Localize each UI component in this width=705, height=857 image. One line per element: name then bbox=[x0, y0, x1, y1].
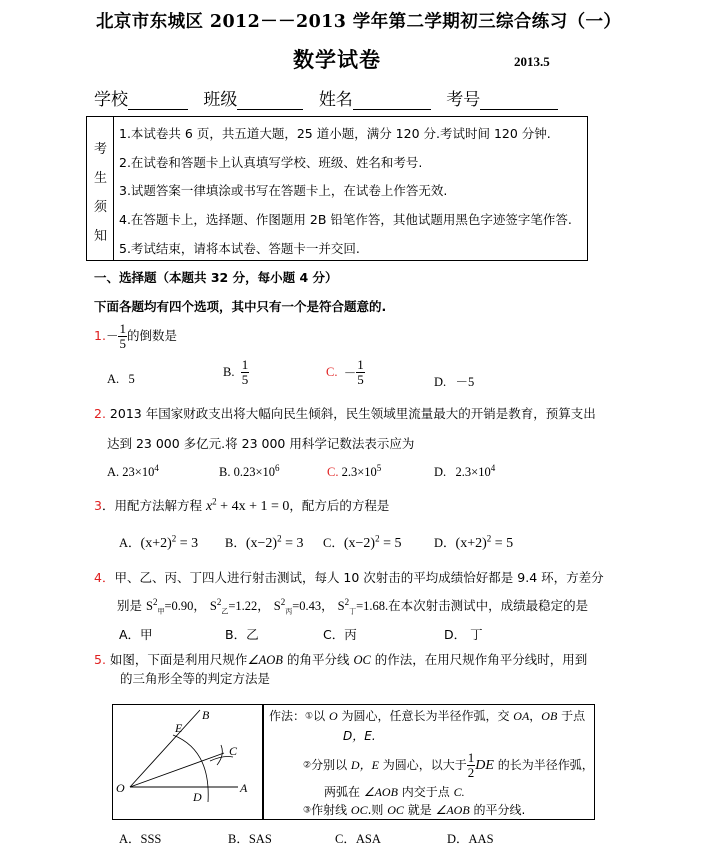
option-label: C. bbox=[326, 365, 338, 379]
option-value: 5 bbox=[128, 372, 135, 386]
option-expr: (x+2) bbox=[455, 536, 487, 551]
exponent: 4 bbox=[154, 463, 159, 473]
option-a[interactable] bbox=[107, 463, 159, 480]
option-c[interactable] bbox=[323, 533, 401, 552]
exam-number-field[interactable] bbox=[446, 85, 558, 110]
question-1 bbox=[94, 322, 177, 351]
notice-line: 3.试题答案一律填涂或书写在答题卡上，在试卷上作答无效. bbox=[119, 183, 448, 198]
point-label: C. bbox=[453, 785, 465, 799]
option-sign: － bbox=[343, 366, 357, 381]
q5-text: 的作法，在用尺规作角平分线时，用到 bbox=[374, 652, 588, 667]
step-text: 的平分线. bbox=[473, 803, 526, 817]
construction-step-3 bbox=[303, 801, 525, 818]
construction-step-1 bbox=[269, 707, 585, 724]
step-text: 以 bbox=[313, 709, 326, 723]
step-text: 为圆心，任意长为半径作弧，交 bbox=[341, 709, 510, 723]
option-rhs: = 5 bbox=[491, 536, 514, 551]
option-label: A. bbox=[107, 372, 120, 386]
step-text: 分别以 bbox=[311, 758, 348, 772]
question-4 bbox=[94, 568, 604, 586]
notice-side-label bbox=[87, 117, 114, 260]
variance-item bbox=[273, 596, 334, 616]
option-value: 23×10 bbox=[122, 465, 155, 480]
subscript: 乙 bbox=[221, 607, 229, 616]
ray-ob bbox=[130, 710, 200, 787]
subscript: 丙 bbox=[285, 607, 293, 616]
figure-divider bbox=[262, 705, 264, 819]
question-5 bbox=[94, 650, 587, 668]
step-text: ， bbox=[529, 709, 542, 723]
option-a[interactable] bbox=[107, 372, 135, 387]
angle-bisector-diagram bbox=[113, 705, 261, 818]
option-rhs: = 3 bbox=[281, 536, 304, 551]
q1-sign: － bbox=[105, 328, 119, 343]
option-label: B． bbox=[225, 536, 246, 550]
option-b[interactable] bbox=[225, 533, 303, 552]
class-blank[interactable] bbox=[237, 92, 303, 110]
denominator: 5 bbox=[241, 372, 249, 387]
step-text: 作射线 bbox=[311, 803, 348, 817]
option-label: C． bbox=[323, 536, 344, 550]
question-number: 1. bbox=[94, 328, 106, 343]
q2-line1: 2013 年国家财政支出将大幅向民生倾斜，民生领域里流量最大的开销是教育，预算支出 bbox=[109, 406, 596, 421]
option-value: 0.23×10 bbox=[233, 465, 276, 480]
s-symbol: S bbox=[146, 599, 153, 613]
option-value: －5 bbox=[455, 375, 475, 389]
exam-number-blank[interactable] bbox=[480, 92, 558, 110]
s-symbol: S bbox=[209, 599, 217, 613]
numerator: 1 bbox=[467, 750, 475, 765]
exam-notice-box bbox=[86, 116, 588, 261]
step-text: .则 bbox=[367, 803, 384, 817]
steps-label: 作法： bbox=[269, 709, 306, 723]
option-d[interactable]: D． 丁 bbox=[444, 627, 483, 642]
exponent: 2 bbox=[212, 496, 217, 507]
ray-label: OC bbox=[353, 653, 371, 667]
construction-step-2-line2 bbox=[324, 783, 465, 800]
option-a[interactable]: A．SSS bbox=[119, 832, 162, 846]
construction-step-2 bbox=[303, 751, 594, 780]
option-rhs: = 3 bbox=[176, 536, 199, 551]
name-field[interactable] bbox=[319, 85, 431, 110]
student-info-fields bbox=[94, 85, 568, 110]
option-d[interactable] bbox=[434, 463, 495, 480]
option-d[interactable] bbox=[434, 372, 474, 390]
option-label: A. bbox=[107, 465, 120, 480]
option-b[interactable]: B．乙 bbox=[225, 627, 259, 642]
variance-value: =0.90， bbox=[164, 599, 206, 613]
angle-label: ∠AOB bbox=[363, 785, 398, 799]
question-2 bbox=[94, 404, 596, 422]
point-b-label: B bbox=[202, 708, 210, 722]
arc-de bbox=[173, 735, 208, 802]
exponent: 2 bbox=[280, 596, 286, 607]
name-label: 姓名 bbox=[318, 90, 353, 110]
ray-label: OC bbox=[387, 803, 404, 817]
step-text: 就是 bbox=[407, 803, 432, 817]
point-d-label: D bbox=[193, 790, 202, 804]
exponent: 2 bbox=[152, 596, 158, 607]
option-label: A． bbox=[119, 536, 141, 550]
exponent: 4 bbox=[490, 463, 496, 473]
option-d[interactable] bbox=[434, 533, 513, 552]
subscript: 丁 bbox=[349, 607, 357, 616]
option-value: 2.3×10 bbox=[455, 465, 491, 480]
construction-step-1-line2: D，E. bbox=[343, 729, 376, 743]
question-number: 3 bbox=[94, 498, 102, 513]
q4-line1: 甲、乙、丙、丁四人进行射击测试，每人 10 次射击的平均成绩恰好都是 9.4 环，方差分 bbox=[114, 570, 604, 585]
variance-value: =1.68. bbox=[356, 599, 389, 613]
point-o-label: O bbox=[116, 781, 125, 795]
construction-figure-box bbox=[112, 704, 595, 820]
ray-label: OA bbox=[513, 709, 530, 723]
option-label: C. bbox=[327, 465, 339, 480]
option-fraction bbox=[241, 358, 250, 387]
option-b[interactable]: B．SAS bbox=[228, 832, 272, 846]
step-text: 两弧在 bbox=[324, 785, 361, 799]
option-label: B. bbox=[219, 465, 231, 480]
option-label: D. bbox=[434, 465, 447, 480]
option-expr: (x−2) bbox=[245, 536, 278, 551]
s-symbol: S bbox=[337, 599, 345, 613]
section-instruction: 下面各题均有四个选项，其中只有一个是符合题意的. bbox=[94, 299, 387, 314]
exponent: 2 bbox=[171, 533, 177, 544]
q3-text-after: ，配方后的方程是 bbox=[289, 498, 390, 513]
point-c-label: C bbox=[229, 744, 238, 758]
ray-label: OB bbox=[541, 709, 558, 723]
side-char: 生 bbox=[94, 171, 108, 186]
option-a[interactable]: A．甲 bbox=[119, 627, 153, 642]
q1-text: 的倒数是 bbox=[126, 328, 177, 343]
q3-text: ．用配方法解方程 bbox=[101, 498, 202, 513]
point-a-label: A bbox=[240, 781, 248, 795]
exponent: 2 bbox=[344, 596, 350, 607]
notice-line: 2.在试卷和答题卡上认真填写学校、班级、姓名和考号. bbox=[119, 155, 423, 170]
side-char: 知 bbox=[94, 229, 108, 244]
option-label: D． bbox=[434, 536, 456, 550]
exponent: 2 bbox=[486, 533, 492, 544]
q5-line2: 的三角形全等的判定方法是 bbox=[120, 671, 271, 686]
equation-rest: + 4x + 1 = 0 bbox=[216, 499, 290, 514]
question-number: 2. bbox=[94, 406, 106, 421]
step-text: 的长为半径作弧， bbox=[497, 758, 594, 772]
exam-date: 2013.5 bbox=[514, 54, 550, 69]
q5-text: 如图，下面是利用尺规作 bbox=[109, 652, 248, 667]
option-c[interactable] bbox=[326, 358, 365, 387]
step-marker: ① bbox=[305, 711, 314, 722]
q1-fraction bbox=[118, 322, 127, 351]
variance-item bbox=[209, 596, 270, 616]
q4-suffix: 在本次射击测试中，成绩最稳定的是 bbox=[388, 598, 589, 613]
angle-label: ∠AOB bbox=[435, 803, 470, 817]
side-char: 须 bbox=[94, 200, 108, 215]
angle-label: ∠AOB bbox=[247, 653, 283, 667]
name-blank[interactable] bbox=[353, 92, 431, 110]
step-marker: ② bbox=[303, 760, 312, 771]
option-c[interactable]: C．丙 bbox=[323, 627, 357, 642]
variable: x bbox=[205, 499, 213, 514]
step-text: 于点 bbox=[561, 709, 586, 723]
point-label: O bbox=[328, 709, 338, 723]
exponent: 5 bbox=[376, 463, 382, 473]
s-symbol: S bbox=[273, 599, 281, 613]
exam-subtitle: 数学试卷 bbox=[293, 47, 381, 72]
ray-label: OC bbox=[350, 803, 368, 817]
q5-text: 的角平分线 bbox=[286, 652, 350, 667]
option-label: B. bbox=[223, 365, 235, 379]
option-a[interactable] bbox=[119, 533, 198, 552]
option-fraction bbox=[356, 358, 365, 387]
point-e-label: E bbox=[175, 721, 183, 735]
exam-number-label: 考号 bbox=[446, 90, 481, 110]
option-expr: (x−2) bbox=[343, 536, 376, 551]
side-char: 考 bbox=[94, 142, 108, 157]
option-label: D. bbox=[434, 375, 447, 389]
option-c[interactable]: C．ASA bbox=[335, 832, 381, 846]
exponent: 6 bbox=[275, 463, 280, 473]
option-b[interactable] bbox=[223, 358, 249, 387]
step-text: 内交于点 bbox=[401, 785, 450, 799]
numerator: 1 bbox=[119, 321, 126, 336]
step-text: 为圆心，以大于 bbox=[382, 758, 467, 772]
step-marker: ③ bbox=[303, 805, 312, 816]
option-rhs: = 5 bbox=[379, 536, 402, 551]
exponent: 2 bbox=[375, 533, 380, 544]
numerator: 1 bbox=[357, 357, 364, 372]
notice-line: 1.本试卷共 6 页，共五道大题，25 道小题，满分 120 分.考试时间 120 分钟. bbox=[119, 126, 551, 141]
question-number: 4． bbox=[94, 570, 115, 585]
school-blank[interactable] bbox=[128, 92, 188, 110]
segment-label: DE bbox=[475, 758, 494, 773]
question-number: 5. bbox=[94, 652, 106, 667]
numerator: 1 bbox=[241, 357, 249, 372]
q2-line2: 达到 23 000 多亿元.将 23 000 用科学记数法表示应为 bbox=[107, 436, 415, 451]
ray-oc bbox=[130, 753, 224, 787]
option-b[interactable] bbox=[219, 463, 280, 480]
exponent: 2 bbox=[277, 533, 282, 544]
class-label: 班级 bbox=[203, 90, 238, 110]
subscript: 甲 bbox=[157, 607, 165, 616]
question-3 bbox=[94, 496, 389, 515]
half-fraction bbox=[467, 751, 476, 780]
school-field[interactable] bbox=[94, 85, 188, 110]
q4-line2 bbox=[117, 596, 588, 617]
option-c[interactable] bbox=[327, 463, 381, 480]
denominator: 5 bbox=[119, 336, 126, 351]
option-value: 2.3×10 bbox=[341, 465, 377, 480]
option-expr: (x+2) bbox=[140, 536, 172, 551]
variance-item bbox=[337, 596, 389, 616]
denominator: 2 bbox=[467, 765, 475, 780]
exponent: 2 bbox=[216, 596, 222, 607]
q4-prefix: 别是 bbox=[117, 598, 143, 613]
variance-value: =0.43， bbox=[292, 599, 334, 613]
exam-title: 北京市东城区 2012－－2013 学年第二学期初三综合练习（一） bbox=[96, 12, 622, 32]
point-label: D，E bbox=[350, 758, 379, 772]
notice-line: 5.考试结束，请将本试卷、答题卡一并交回. bbox=[119, 241, 360, 256]
q3-equation bbox=[205, 496, 290, 514]
variance-value: =1.22， bbox=[228, 599, 270, 613]
section-heading: 一、选择题（本题共 32 分，每小题 4 分） bbox=[94, 270, 338, 285]
notice-line: 4.在答题卡上，选择题、作图题用 2B 铅笔作答，其他试题用黑色字迹签字笔作答. bbox=[119, 212, 572, 227]
class-field[interactable] bbox=[203, 85, 303, 110]
variance-item bbox=[146, 596, 206, 616]
option-d[interactable]: D．AAS bbox=[447, 832, 494, 846]
school-label: 学校 bbox=[94, 90, 128, 110]
denominator: 5 bbox=[357, 372, 364, 387]
